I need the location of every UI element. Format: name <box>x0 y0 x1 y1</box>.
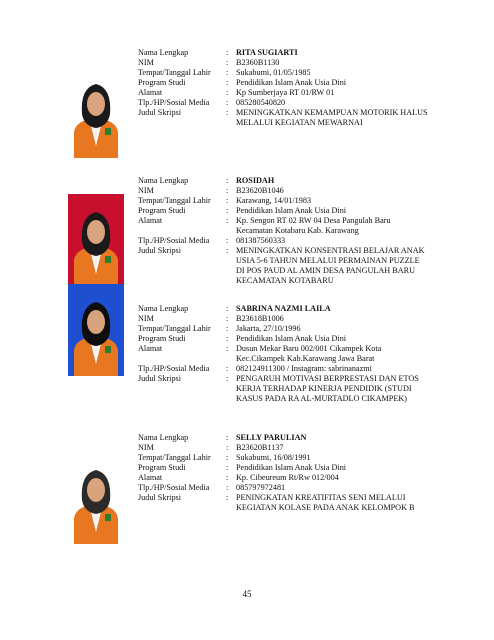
field-label: Alamat <box>138 216 163 225</box>
field-colon: : <box>226 334 229 343</box>
student-fields <box>138 304 468 404</box>
field-value-thesis: PENGARUH MOTIVASI BERPRESTASI DAN ETOS KERJA TERHADAP KINERJA PENDIDIK (STUDI KASUS PADA RA AL-MURTADLO CIKAMPEK) <box>236 374 419 403</box>
field-colon: : <box>226 453 229 462</box>
field-value-address: Kp Sumberjaya RT 01/RW 01 <box>236 88 335 97</box>
field-label: NIM <box>138 314 154 323</box>
field-value-name: ROSIDAH <box>236 176 275 185</box>
field-row-thesis <box>138 493 468 513</box>
field-row-phone <box>138 483 468 493</box>
field-row-thesis <box>138 108 468 128</box>
field-label: Judul Skripsi <box>138 108 181 117</box>
field-row-birth <box>138 196 468 206</box>
field-value-name: SABRINA NAZMI LAILA <box>236 304 331 313</box>
field-value-phone: 082124911300 / Instagram: sabrinanazmi <box>236 364 372 373</box>
field-value-birth: Karawang, 14/01/1983 <box>236 196 312 205</box>
field-colon: : <box>226 433 229 442</box>
field-label: Nama Lengkap <box>138 176 189 185</box>
field-label: Program Studi <box>138 463 186 472</box>
field-row-thesis <box>138 246 468 286</box>
field-label: Nama Lengkap <box>138 433 189 442</box>
field-label: NIM <box>138 58 154 67</box>
field-value-address: Kp. Sengon RT 02 RW 04 Desa Pangulah Baru Kecamatan Kotabaru Kab. Karawang <box>236 216 391 235</box>
field-row-address <box>138 344 468 364</box>
field-colon: : <box>226 344 229 353</box>
field-value-program: Pendidikan Islam Anak Usia Dini <box>236 463 347 472</box>
field-row-phone <box>138 236 468 246</box>
field-row-nim <box>138 186 468 196</box>
field-row-phone <box>138 98 468 108</box>
field-value-nim: B2360B1130 <box>236 58 280 67</box>
field-label: Judul Skripsi <box>138 374 181 383</box>
field-colon: : <box>226 186 229 195</box>
field-value-nim: B23620B1046 <box>236 186 284 195</box>
field-colon: : <box>226 216 229 225</box>
field-colon: : <box>226 78 229 87</box>
field-value-name: SELLY PARULIAN <box>236 433 307 442</box>
field-label: Program Studi <box>138 206 186 215</box>
field-row-program <box>138 463 468 473</box>
field-row-thesis <box>138 374 468 404</box>
field-row-program <box>138 206 468 216</box>
field-row-birth <box>138 453 468 463</box>
field-value-birth: Sukabumi, 01/05/1985 <box>236 68 311 77</box>
field-label: Tlp./HP/Sosial Media <box>138 236 210 245</box>
field-label: Judul Skripsi <box>138 493 181 502</box>
field-value-address: Kp. Cibeureum Rt/Rw 012/004 <box>236 473 339 482</box>
student-fields <box>138 433 468 513</box>
field-value-thesis: MENINGKATKAN KEMAMPUAN MOTORIK HALUS MELALUI KEGIATAN MEWARNAI <box>236 108 428 127</box>
field-label: Program Studi <box>138 78 186 87</box>
field-row-name <box>138 304 468 314</box>
page-number: 45 <box>242 589 252 599</box>
field-colon: : <box>226 314 229 323</box>
field-colon: : <box>226 206 229 215</box>
field-colon: : <box>226 463 229 472</box>
field-label: Judul Skripsi <box>138 246 181 255</box>
field-colon: : <box>226 473 229 482</box>
field-colon: : <box>226 48 229 57</box>
field-colon: : <box>226 374 229 383</box>
student-photo <box>68 284 124 376</box>
field-label: Tempat/Tanggal Lahir <box>138 68 211 77</box>
field-value-birth: Sukabumi, 16/08/1991 <box>236 453 311 462</box>
field-row-name <box>138 433 468 443</box>
field-colon: : <box>226 176 229 185</box>
field-row-nim <box>138 58 468 68</box>
field-value-thesis: PENINGKATAN KREATIFITAS SENI MELALUI KEGIATAN KOLASE PADA ANAK KELOMPOK B <box>236 493 415 512</box>
field-label: NIM <box>138 186 154 195</box>
field-value-thesis: MENINGKATKAN KONSENTRASI BELAJAR ANAK USIA 5-6 TAHUN MELALUI PERMAINAN PUZZLE DI POS PAUD AL AMIN DESA PANGULAH BARU KECAMATAN KOTABARU <box>236 246 425 285</box>
field-colon: : <box>226 196 229 205</box>
field-colon: : <box>226 304 229 313</box>
student-fields <box>138 176 468 286</box>
field-row-program <box>138 334 468 344</box>
student-photo <box>68 66 124 158</box>
field-colon: : <box>226 483 229 492</box>
student-photo <box>68 452 124 544</box>
field-label: Tlp./HP/Sosial Media <box>138 98 210 107</box>
field-row-name <box>138 176 468 186</box>
field-row-address <box>138 216 468 236</box>
field-colon: : <box>226 324 229 333</box>
field-value-program: Pendidikan Islam Anak Usia Dini <box>236 78 347 87</box>
field-label: Tempat/Tanggal Lahir <box>138 453 211 462</box>
student-fields <box>138 48 468 128</box>
field-label: Program Studi <box>138 334 186 343</box>
field-label: Tlp./HP/Sosial Media <box>138 483 210 492</box>
field-label: Tlp./HP/Sosial Media <box>138 364 210 373</box>
field-colon: : <box>226 236 229 245</box>
field-label: NIM <box>138 443 154 452</box>
field-value-nim: B23620B1137 <box>236 443 284 452</box>
field-row-program <box>138 78 468 88</box>
field-value-phone: 085280540820 <box>236 98 286 107</box>
field-colon: : <box>226 443 229 452</box>
field-value-nim: B23618B1006 <box>236 314 284 323</box>
field-colon: : <box>226 68 229 77</box>
field-label: Alamat <box>138 344 163 353</box>
field-colon: : <box>226 493 229 502</box>
field-colon: : <box>226 58 229 67</box>
field-label: Nama Lengkap <box>138 304 189 313</box>
field-value-birth: Jakarta, 27/10/1996 <box>236 324 301 333</box>
field-row-name <box>138 48 468 58</box>
field-value-program: Pendidikan Islam Anak Usia Dini <box>236 334 347 343</box>
field-row-nim <box>138 314 468 324</box>
field-label: Tempat/Tanggal Lahir <box>138 196 211 205</box>
field-value-address: Dusun Mekar Baru 002/001 Cikampek Kota Kec.Cikampek Kab.Karawang Jawa Barat <box>236 344 382 363</box>
field-row-address <box>138 88 468 98</box>
student-photo <box>68 194 124 286</box>
field-label: Tempat/Tanggal Lahir <box>138 324 211 333</box>
field-colon: : <box>226 108 229 117</box>
field-value-name: RITA SUGIARTI <box>236 48 298 57</box>
field-label: Alamat <box>138 473 163 482</box>
field-value-phone: 081387560333 <box>236 236 286 245</box>
field-value-phone: 085797972481 <box>236 483 286 492</box>
field-row-birth <box>138 324 468 334</box>
field-row-birth <box>138 68 468 78</box>
field-row-nim <box>138 443 468 453</box>
field-colon: : <box>226 98 229 107</box>
field-label: Nama Lengkap <box>138 48 189 57</box>
field-row-phone <box>138 364 468 374</box>
field-label: Alamat <box>138 88 163 97</box>
field-colon: : <box>226 246 229 255</box>
field-value-program: Pendidikan Islam Anak Usia Dini <box>236 206 347 215</box>
field-colon: : <box>226 364 229 373</box>
field-colon: : <box>226 88 229 97</box>
field-row-address <box>138 473 468 483</box>
